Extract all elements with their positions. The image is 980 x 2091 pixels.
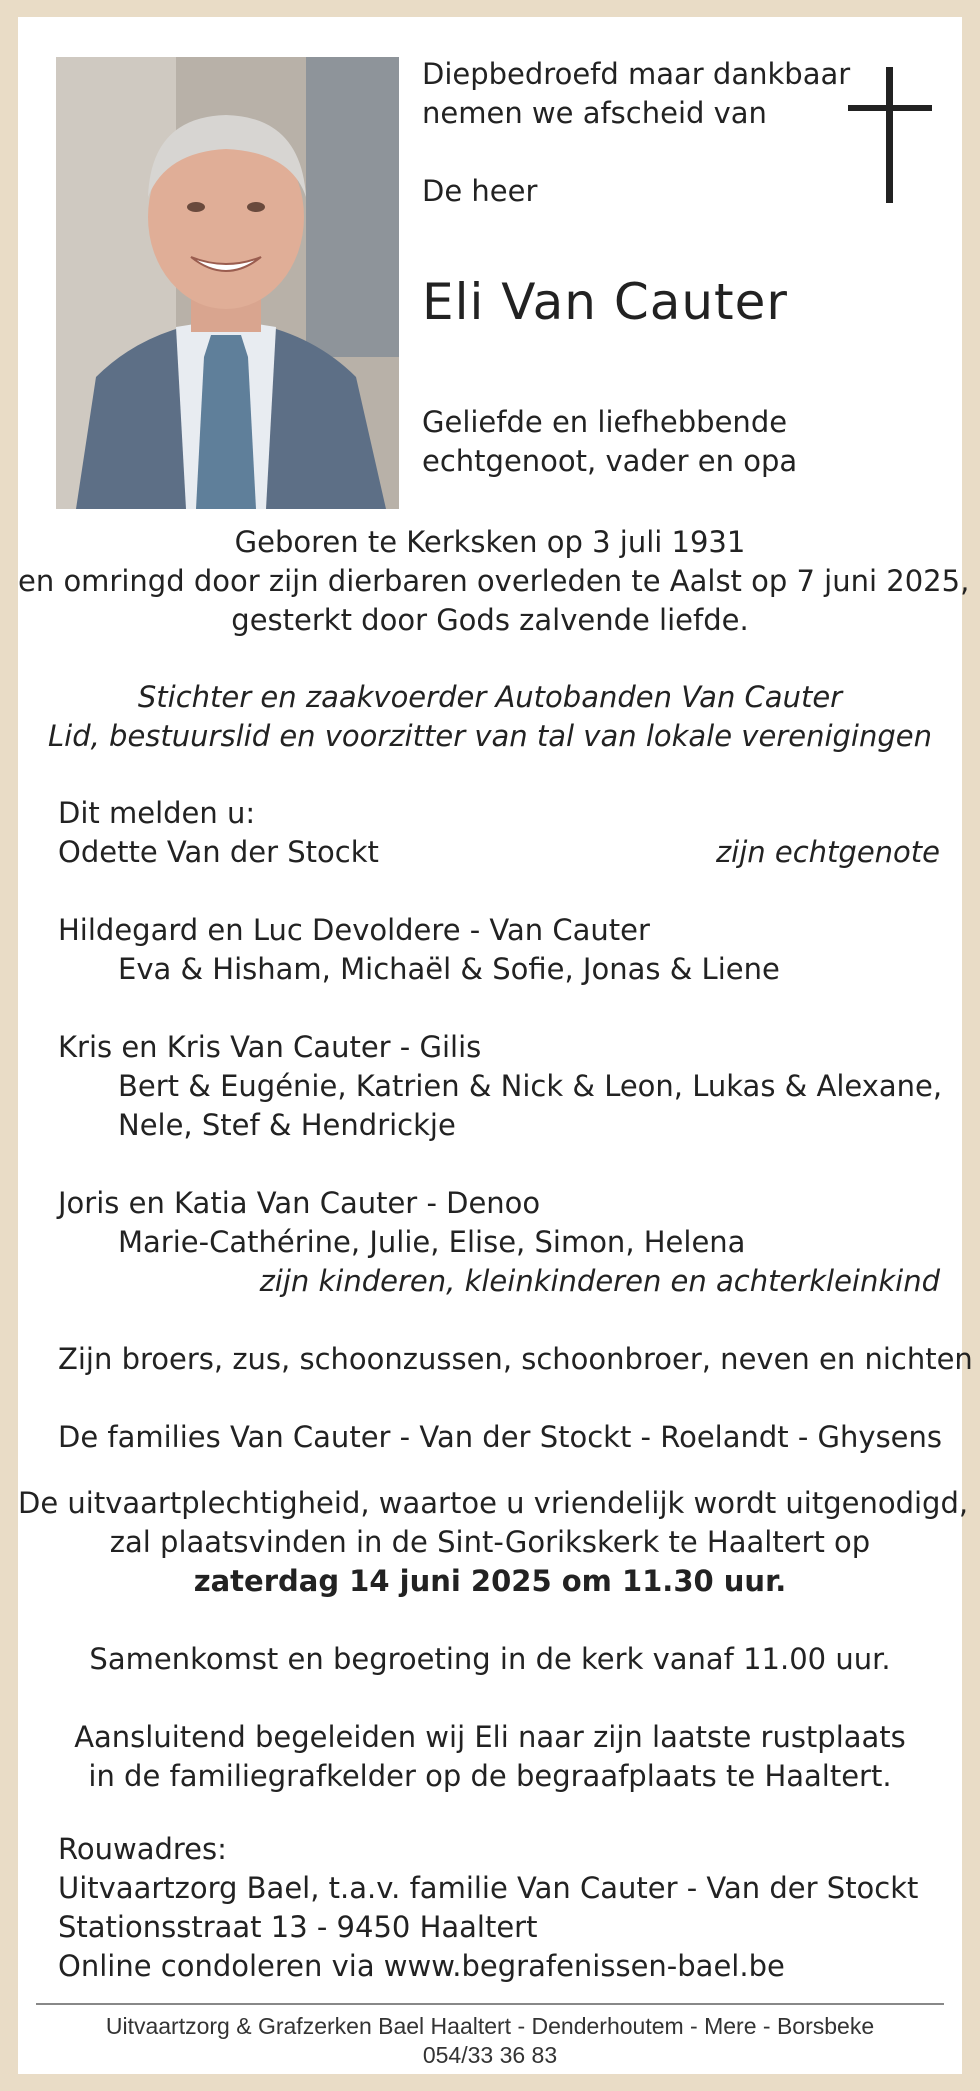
birth-line-2: en omringd door zijn dierbaren overleden te Aalst op 7 juni 2025, xyxy=(18,564,970,598)
family-intro: Dit melden u: xyxy=(58,796,256,830)
role-line-2: Lid, bestuurslid en voorzitter van tal van lokale verenigingen xyxy=(48,719,932,753)
address-line-2: Stationsstraat 13 - 9450 Haaltert xyxy=(58,1910,538,1944)
address-line-1: Uitvaartzorg Bael, t.a.v. familie Van Cauter - Van der Stockt xyxy=(58,1871,919,1905)
footer-company: Uitvaartzorg & Grafzerken Bael Haaltert - Denderhoutem - Mere - Borsbeke xyxy=(105,2013,875,2039)
portrait-photo xyxy=(56,57,399,509)
spouse-row xyxy=(58,833,940,872)
spouse-role: zijn echtgenote xyxy=(715,835,940,869)
intro-line-1: Diepbedroefd maar dankbaar xyxy=(422,57,851,91)
address-label: Rouwadres: xyxy=(58,1832,227,1866)
footer xyxy=(18,2012,962,2070)
honorific: De heer xyxy=(422,174,538,208)
child-3-kids: Marie-Cathérine, Julie, Elise, Simon, Helena xyxy=(118,1225,746,1259)
roles-info xyxy=(18,678,962,756)
family-list xyxy=(58,794,973,1457)
child-2-kids-line-2: Nele, Stef & Hendrickje xyxy=(118,1108,456,1142)
ceremony-date: zaterdag 14 juni 2025 om 11.30 uur. xyxy=(193,1564,787,1598)
footer-divider xyxy=(36,2003,944,2005)
ceremony-info xyxy=(18,1484,969,1796)
ceremony-line-2: zal plaatsvinden in de Sint-Gorikskerk te Haaltert op xyxy=(109,1525,871,1559)
families-line: De families Van Cauter - Van der Stockt - Roelandt - Ghysens xyxy=(58,1420,943,1454)
role-line-1: Stichter en zaakvoerder Autobanden Van Cauter xyxy=(137,680,843,714)
relation-line-1: Geliefde en liefhebbende xyxy=(422,405,788,439)
cross-icon xyxy=(848,67,932,203)
gathering-line: Samenkomst en begroeting in de kerk vanaf 11.00 uur. xyxy=(89,1642,891,1676)
burial-line-1: Aansluitend begeleiden wij Eli naar zijn laatste rustplaats xyxy=(74,1720,906,1754)
birth-line-3: gesterkt door Gods zalvende liefde. xyxy=(231,603,749,637)
ceremony-line-1: De uitvaartplechtigheid, waartoe u vriendelijk wordt uitgenodigd, xyxy=(18,1486,969,1520)
child-2-kids-line-1: Bert & Eugénie, Katrien & Nick & Leon, Lukas & Alexane, xyxy=(118,1069,943,1103)
burial-line-2: in de familiegrafkelder op de begraafplaats te Haaltert. xyxy=(88,1759,892,1793)
birth-line-1: Geboren te Kerksken op 3 juli 1931 xyxy=(234,525,746,559)
child-1-kids: Eva & Hisham, Michaël & Sofie, Jonas & Liene xyxy=(118,952,780,986)
obituary-card xyxy=(18,17,973,2074)
intro-text xyxy=(422,55,851,211)
spouse-name: Odette Van der Stockt xyxy=(58,835,379,869)
children-role: zijn kinderen, kleinkinderen en achterkleinkind xyxy=(259,1264,940,1298)
child-2: Kris en Kris Van Cauter - Gilis xyxy=(58,1030,482,1064)
birth-death-info xyxy=(18,523,970,640)
child-3: Joris en Katia Van Cauter - Denoo xyxy=(58,1186,541,1220)
address-block xyxy=(58,1830,940,1986)
child-1: Hildegard en Luc Devoldere - Van Cauter xyxy=(58,913,650,947)
deceased-name: Eli Van Cauter xyxy=(422,273,788,331)
address-line-3: Online condoleren via www.begrafenissen-bael.be xyxy=(58,1949,785,1983)
intro-line-2: nemen we afscheid van xyxy=(422,96,767,130)
relation-text xyxy=(422,403,842,481)
siblings-line: Zijn broers, zus, schoonzussen, schoonbroer, neven en nichten xyxy=(58,1342,973,1376)
footer-phone: 054/33 36 83 xyxy=(422,2042,558,2068)
relation-line-2: echtgenoot, vader en opa xyxy=(422,444,798,478)
portrait-illustration xyxy=(56,57,399,509)
